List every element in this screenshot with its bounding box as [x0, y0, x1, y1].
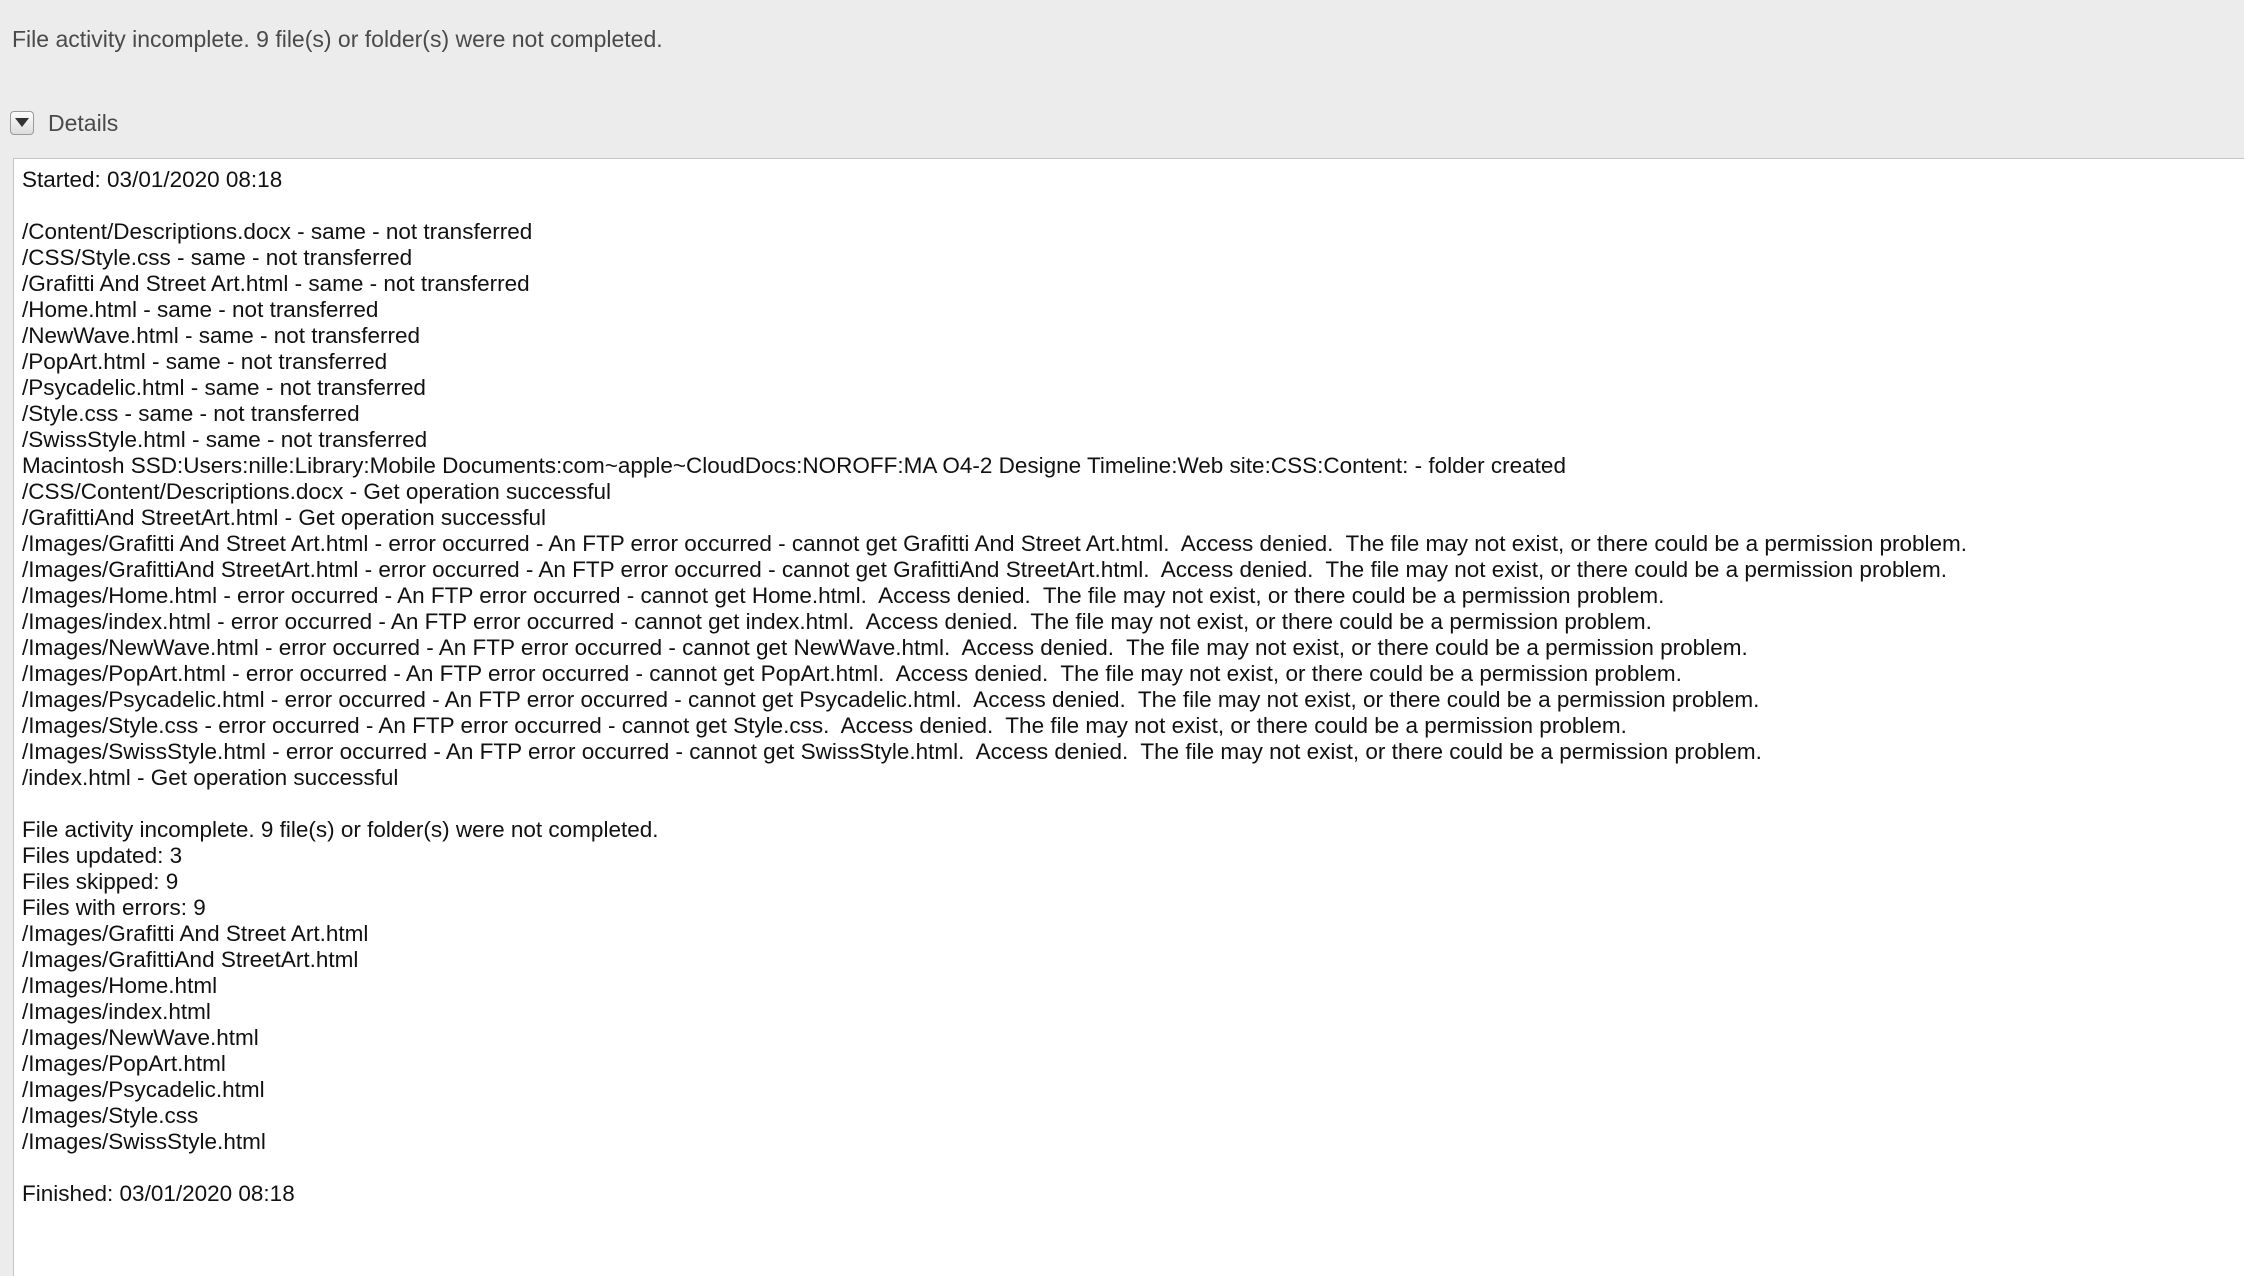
- log-line: /GrafittiAnd StreetArt.html - Get operation successful: [22, 505, 546, 530]
- log-line: Files updated: 3: [22, 843, 183, 868]
- log-line: /Images/PopArt.html: [22, 1051, 226, 1076]
- log-line: /Images/SwissStyle.html - error occurred - An FTP error occurred - cannot get SwissStyle.html. Access denied. The file may not exist, or there could be a permission problem.: [22, 739, 1762, 764]
- log-line: /Images/Psycadelic.html - error occurred - An FTP error occurred - cannot get Psycadelic.html. Access denied. The file may not exist, or there could be a permission problem.: [22, 687, 1760, 712]
- log-line: /Images/Style.css - error occurred - An FTP error occurred - cannot get Style.css. Access denied. The file may not exist, or there could be a permission problem.: [22, 713, 1627, 738]
- details-label[interactable]: Details: [48, 109, 119, 136]
- log-line: /NewWave.html - same - not transferred: [22, 323, 421, 348]
- log-line: [22, 193, 2244, 219]
- log-line: Finished: 03/01/2020 08:18: [22, 1181, 295, 1206]
- log-line: Files skipped: 9: [22, 869, 179, 894]
- log-line: /Images/Grafitti And Street Art.html - error occurred - An FTP error occurred - cannot get Grafitti And Street Art.html. Access denied. The file may not exist, or there could be a permission problem.: [22, 531, 1968, 556]
- log-line: /Images/Grafitti And Street Art.html: [22, 921, 369, 946]
- log-line: Macintosh SSD:Users:nille:Library:Mobile Documents:com~apple~CloudDocs:NOROFF:MA O4-2 Designe Timeline:Web site:CSS:Content: - folder created: [22, 453, 1566, 478]
- log-line: /Images/Psycadelic.html: [22, 1077, 265, 1102]
- log-line: File activity incomplete. 9 file(s) or folder(s) were not completed.: [22, 817, 659, 842]
- log-line: Files with errors: 9: [22, 895, 206, 920]
- details-log-textarea[interactable]: [13, 158, 2244, 1276]
- log-line: /Images/NewWave.html - error occurred - An FTP error occurred - cannot get NewWave.html. Access denied. The file may not exist, or there could be a permission problem.: [22, 635, 1748, 660]
- log-line: /Psycadelic.html - same - not transferred: [22, 375, 426, 400]
- log-line: /Images/PopArt.html - error occurred - An FTP error occurred - cannot get PopArt.html. Access denied. The file may not exist, or there could be a permission problem.: [22, 661, 1682, 686]
- log-line: /Images/GrafittiAnd StreetArt.html - error occurred - An FTP error occurred - cannot get GrafittiAnd StreetArt.html. Access denied. The file may not exist, or there could be a permission problem.: [22, 557, 1947, 582]
- log-line: /Images/SwissStyle.html: [22, 1129, 266, 1154]
- log-line: [22, 1155, 2244, 1181]
- log-line: /PopArt.html - same - not transferred: [22, 349, 388, 374]
- log-line: /SwissStyle.html - same - not transferred: [22, 427, 428, 452]
- log-line: /Home.html - same - not transferred: [22, 297, 379, 322]
- details-disclosure[interactable]: [10, 108, 118, 138]
- activity-summary-text: File activity incomplete. 9 file(s) or folder(s) were not completed.: [12, 26, 663, 52]
- log-line: Started: 03/01/2020 08:18: [22, 167, 283, 192]
- log-line: /Images/Style.css: [22, 1103, 199, 1128]
- triangle-down-icon[interactable]: [10, 111, 34, 135]
- log-line: /Grafitti And Street Art.html - same - not transferred: [22, 271, 530, 296]
- log-line: /CSS/Style.css - same - not transferred: [22, 245, 413, 270]
- log-line: /Content/Descriptions.docx - same - not transferred: [22, 219, 533, 244]
- log-line: /Images/Home.html - error occurred - An FTP error occurred - cannot get Home.html. Access denied. The file may not exist, or there could be a permission problem.: [22, 583, 1665, 608]
- log-line: /Style.css - same - not transferred: [22, 401, 360, 426]
- log-line: /index.html - Get operation successful: [22, 765, 399, 790]
- log-line: /Images/Home.html: [22, 973, 218, 998]
- log-line: /Images/GrafittiAnd StreetArt.html: [22, 947, 359, 972]
- log-line: /Images/index.html: [22, 999, 211, 1024]
- log-lines: [22, 167, 2244, 1207]
- log-line: /Images/NewWave.html: [22, 1025, 259, 1050]
- log-line: /CSS/Content/Descriptions.docx - Get operation successful: [22, 479, 612, 504]
- log-line: [22, 791, 2244, 817]
- log-line: /Images/index.html - error occurred - An FTP error occurred - cannot get index.html. Access denied. The file may not exist, or there could be a permission problem.: [22, 609, 1652, 634]
